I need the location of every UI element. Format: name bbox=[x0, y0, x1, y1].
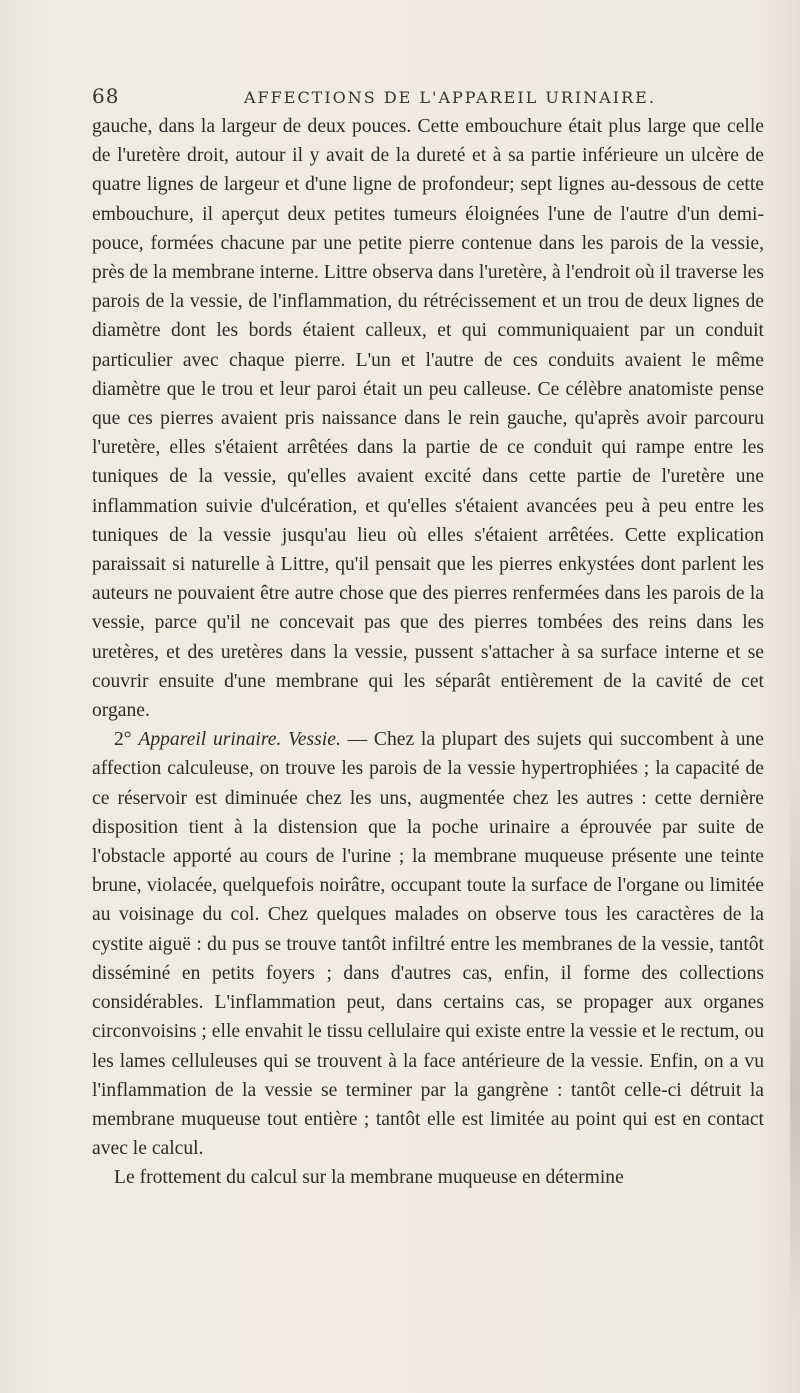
section-paragraph bbox=[92, 725, 764, 1163]
page-edge-shadow bbox=[790, 760, 800, 1320]
paragraph-last: Le frottement du calcul sur la membrane muqueuse en détermine bbox=[114, 1167, 624, 1189]
paragraph-continuation: gauche, dans la largeur de deux pouces. Cette embouchure était plus large que celle de l'uretère droit, autour il y avait de la dureté et à sa partie inférieure un ulcère de quatre lignes de largeur et d'une ligne de profondeur; sept lignes au-dessous de cette embouchure, il aperçut deux petites tumeurs éloignées l'une de l'autre d'un demi-pouce, formées chacune par une petite pierre contenue dans les parois de la vessie, près de la membrane interne. Littre observa dans l'uretère, à l'endroit où il traverse les parois de la vessie, de l'inflammation, du rétrécissement et un trou de deux lignes de diamètre dont les bords étaient calleux, et qui communiquaient par un conduit particulier avec chaque pierre. L'un et l'autre de ces conduits avaient le même diamètre que le trou et leur paroi était un peu calleuse. Ce célèbre anatomiste pense que ces pierres avaient pris naissance dans le rein gauche, qu'après avoir parcouru l'uretère, elles s'étaient arrêtées dans la partie de ce conduit qui rampe entre les tuniques de la vessie, qu'elles avaient excité dans cette partie de l'uretère une inflammation suivie d'ulcération, et qu'elles s'étaient avancées peu à peu entre les tuniques de la vessie jusqu'au lieu où elles s'étaient arrêtées. Cette explication paraissait si naturelle à Littre, qu'il pensait que les pierres enkystées dont parlent les auteurs ne pouvaient être autre chose que des pierres renfermées dans les parois de la vessie, parce qu'il ne concevait pas que des pierres tombées des reins dans les uretères, et des uretères dans la vessie, pussent s'attacher à sa surface interne et se couvrir ensuite d'une membrane qui les séparât entièrement de la cavité de cet organe. bbox=[92, 116, 764, 722]
page-header bbox=[92, 84, 764, 110]
page-number: 68 bbox=[92, 84, 120, 108]
section-title: Appareil urinaire. Vessie. bbox=[138, 729, 341, 751]
body-text bbox=[92, 112, 764, 1193]
running-title: AFFECTIONS DE L'APPAREIL URINAIRE. bbox=[244, 88, 656, 107]
section-number: 2° bbox=[114, 729, 132, 751]
section-text: — Chez la plupart des sujets qui succombent à une affection calculeuse, on trouve les parois de la vessie hypertrophiées ; la capacité de ce réservoir est diminuée chez les uns, augmentée chez les autres : cette dernière disposition tient à la distension que la poche urinaire a éprouvée par suite de l'obstacle apporté au cours de l'urine ; la membrane muqueuse présente une teinte brune, violacée, quelquefois noirâtre, occupant toute la surface de l'organe ou limitée au voisinage du col. Chez quelques malades on observe tous les caractères de la cystite aiguë : du pus se trouve tantôt infiltré entre les membranes de la vessie, tantôt disséminé en petits foyers ; dans d'autres cas, enfin, il forme des collections considérables. L'inflammation peut, dans certains cas, se propager aux organes circonvoisins ; elle envahit le tissu cellulaire qui existe entre la vessie et le rectum, ou les lames celluleuses qui se trouvent à la face antérieure de la vessie. Enfin, on a vu l'inflammation de la vessie se terminer par la gangrène : tantôt celle-ci détruit la membrane muqueuse tout entière ; tantôt elle est limitée au point qui est en contact avec le calcul. bbox=[92, 729, 764, 1160]
